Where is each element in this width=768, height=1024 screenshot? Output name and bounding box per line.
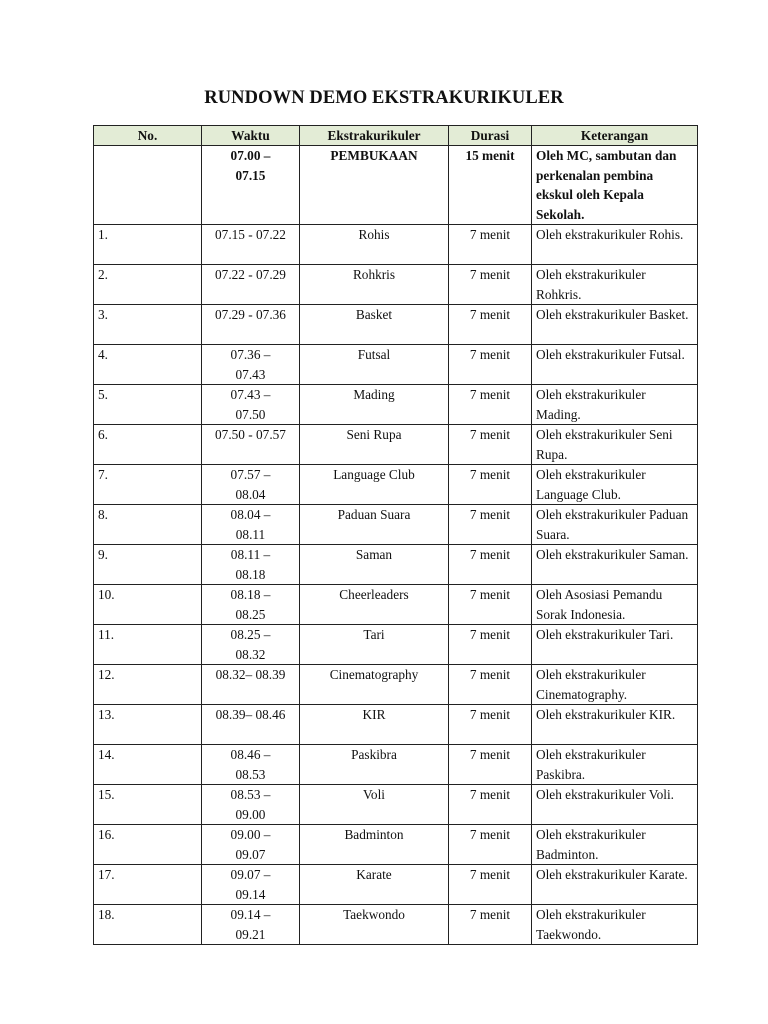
cell-ekstrakurikuler: Cinematography	[300, 665, 449, 705]
cell-no: 3.	[94, 305, 202, 345]
cell-waktu: 08.18 – 08.25	[202, 585, 300, 625]
cell-ekstrakurikuler: Tari	[300, 625, 449, 665]
cell-ekstrakurikuler: Language Club	[300, 465, 449, 505]
cell-durasi: 7 menit	[449, 225, 532, 265]
cell-durasi: 7 menit	[449, 505, 532, 545]
cell-keterangan: Oleh Asosiasi Pemandu Sorak Indonesia.	[532, 585, 698, 625]
cell-no: 15.	[94, 785, 202, 825]
cell-ekstrakurikuler: Paskibra	[300, 745, 449, 785]
cell-ekstrakurikuler: KIR	[300, 705, 449, 745]
cell-keterangan: Oleh ekstrakurikuler KIR.	[532, 705, 698, 745]
cell-waktu: 07.43 – 07.50	[202, 385, 300, 425]
cell-ekstrakurikuler: PEMBUKAAN	[300, 146, 449, 225]
cell-waktu: 07.36 – 07.43	[202, 345, 300, 385]
cell-durasi: 7 menit	[449, 905, 532, 945]
cell-no	[94, 146, 202, 225]
cell-no: 18.	[94, 905, 202, 945]
cell-no: 8.	[94, 505, 202, 545]
cell-ekstrakurikuler: Taekwondo	[300, 905, 449, 945]
cell-ekstrakurikuler: Futsal	[300, 345, 449, 385]
cell-durasi: 7 menit	[449, 745, 532, 785]
table-row	[94, 905, 698, 945]
cell-keterangan: Oleh ekstrakurikuler Futsal.	[532, 345, 698, 385]
table-row	[94, 785, 698, 825]
cell-durasi: 15 menit	[449, 146, 532, 225]
cell-durasi: 7 menit	[449, 265, 532, 305]
document-title: RUNDOWN DEMO EKSTRAKURIKULER	[204, 88, 564, 108]
cell-ekstrakurikuler: Voli	[300, 785, 449, 825]
header-durasi: Durasi	[449, 126, 532, 146]
cell-no: 7.	[94, 465, 202, 505]
cell-ekstrakurikuler: Paduan Suara	[300, 505, 449, 545]
cell-no: 14.	[94, 745, 202, 785]
cell-ekstrakurikuler: Saman	[300, 545, 449, 585]
cell-no: 11.	[94, 625, 202, 665]
table-row	[94, 385, 698, 425]
cell-keterangan: Oleh ekstrakurikuler Rohkris.	[532, 265, 698, 305]
table-row	[94, 625, 698, 665]
cell-keterangan: Oleh ekstrakurikuler Paduan Suara.	[532, 505, 698, 545]
cell-keterangan: Oleh ekstrakurikuler Karate.	[532, 865, 698, 905]
table-row	[94, 865, 698, 905]
cell-durasi: 7 menit	[449, 865, 532, 905]
cell-waktu: 08.25 – 08.32	[202, 625, 300, 665]
cell-durasi: 7 menit	[449, 305, 532, 345]
header-waktu: Waktu	[202, 126, 300, 146]
header-no: No.	[94, 126, 202, 146]
cell-keterangan: Oleh ekstrakurikuler Voli.	[532, 785, 698, 825]
cell-ekstrakurikuler: Rohis	[300, 225, 449, 265]
table-row	[94, 225, 698, 265]
table-header-row	[94, 126, 698, 146]
cell-waktu: 07.57 – 08.04	[202, 465, 300, 505]
cell-waktu: 09.14 – 09.21	[202, 905, 300, 945]
cell-no: 16.	[94, 825, 202, 865]
cell-ekstrakurikuler: Rohkris	[300, 265, 449, 305]
cell-waktu: 09.00 – 09.07	[202, 825, 300, 865]
cell-ekstrakurikuler: Basket	[300, 305, 449, 345]
cell-waktu: 08.11 – 08.18	[202, 545, 300, 585]
cell-ekstrakurikuler: Mading	[300, 385, 449, 425]
table-row	[94, 425, 698, 465]
table-row	[94, 545, 698, 585]
cell-no: 5.	[94, 385, 202, 425]
cell-waktu: 08.53 – 09.00	[202, 785, 300, 825]
cell-keterangan: Oleh ekstrakurikuler Taekwondo.	[532, 905, 698, 945]
cell-no: 13.	[94, 705, 202, 745]
table-row	[94, 585, 698, 625]
cell-keterangan: Oleh ekstrakurikuler Paskibra.	[532, 745, 698, 785]
cell-no: 4.	[94, 345, 202, 385]
cell-durasi: 7 menit	[449, 545, 532, 585]
cell-no: 10.	[94, 585, 202, 625]
cell-durasi: 7 menit	[449, 705, 532, 745]
cell-keterangan: Oleh ekstrakurikuler Mading.	[532, 385, 698, 425]
cell-ekstrakurikuler: Karate	[300, 865, 449, 905]
cell-keterangan: Oleh ekstrakurikuler Language Club.	[532, 465, 698, 505]
cell-ekstrakurikuler: Seni Rupa	[300, 425, 449, 465]
table-row	[94, 505, 698, 545]
cell-ekstrakurikuler: Cheerleaders	[300, 585, 449, 625]
cell-keterangan: Oleh ekstrakurikuler Basket.	[532, 305, 698, 345]
cell-no: 9.	[94, 545, 202, 585]
cell-durasi: 7 menit	[449, 625, 532, 665]
cell-keterangan: Oleh ekstrakurikuler Cinematography.	[532, 665, 698, 705]
cell-waktu: 07.00 – 07.15	[202, 146, 300, 225]
cell-waktu: 08.32– 08.39	[202, 665, 300, 705]
cell-keterangan: Oleh ekstrakurikuler Tari.	[532, 625, 698, 665]
header-ekstrakurikuler: Ekstrakurikuler	[300, 126, 449, 146]
cell-durasi: 7 menit	[449, 345, 532, 385]
cell-no: 12.	[94, 665, 202, 705]
cell-no: 17.	[94, 865, 202, 905]
cell-keterangan: Oleh ekstrakurikuler Rohis.	[532, 225, 698, 265]
cell-no: 6.	[94, 425, 202, 465]
rundown-table	[93, 125, 698, 945]
cell-keterangan: Oleh MC, sambutan dan perkenalan pembina ekskul oleh Kepala Sekolah.	[532, 146, 698, 225]
cell-durasi: 7 menit	[449, 585, 532, 625]
cell-durasi: 7 menit	[449, 425, 532, 465]
cell-waktu: 08.04 – 08.11	[202, 505, 300, 545]
cell-ekstrakurikuler: Badminton	[300, 825, 449, 865]
cell-keterangan: Oleh ekstrakurikuler Seni Rupa.	[532, 425, 698, 465]
cell-durasi: 7 menit	[449, 465, 532, 505]
cell-waktu: 09.07 – 09.14	[202, 865, 300, 905]
table-row	[94, 665, 698, 705]
cell-waktu: 07.15 - 07.22	[202, 225, 300, 265]
table-row	[94, 705, 698, 745]
header-keterangan: Keterangan	[532, 126, 698, 146]
cell-durasi: 7 menit	[449, 665, 532, 705]
table-row	[94, 745, 698, 785]
cell-keterangan: Oleh ekstrakurikuler Saman.	[532, 545, 698, 585]
table-row	[94, 305, 698, 345]
cell-keterangan: Oleh ekstrakurikuler Badminton.	[532, 825, 698, 865]
cell-durasi: 7 menit	[449, 785, 532, 825]
table-row	[94, 465, 698, 505]
cell-waktu: 07.50 - 07.57	[202, 425, 300, 465]
cell-durasi: 7 menit	[449, 825, 532, 865]
cell-waktu: 08.39– 08.46	[202, 705, 300, 745]
table-row-opening	[94, 146, 698, 225]
cell-waktu: 07.22 - 07.29	[202, 265, 300, 305]
cell-durasi: 7 menit	[449, 385, 532, 425]
cell-waktu: 08.46 – 08.53	[202, 745, 300, 785]
cell-no: 2.	[94, 265, 202, 305]
cell-no: 1.	[94, 225, 202, 265]
table-row	[94, 265, 698, 305]
table-row	[94, 825, 698, 865]
table-row	[94, 345, 698, 385]
cell-waktu: 07.29 - 07.36	[202, 305, 300, 345]
